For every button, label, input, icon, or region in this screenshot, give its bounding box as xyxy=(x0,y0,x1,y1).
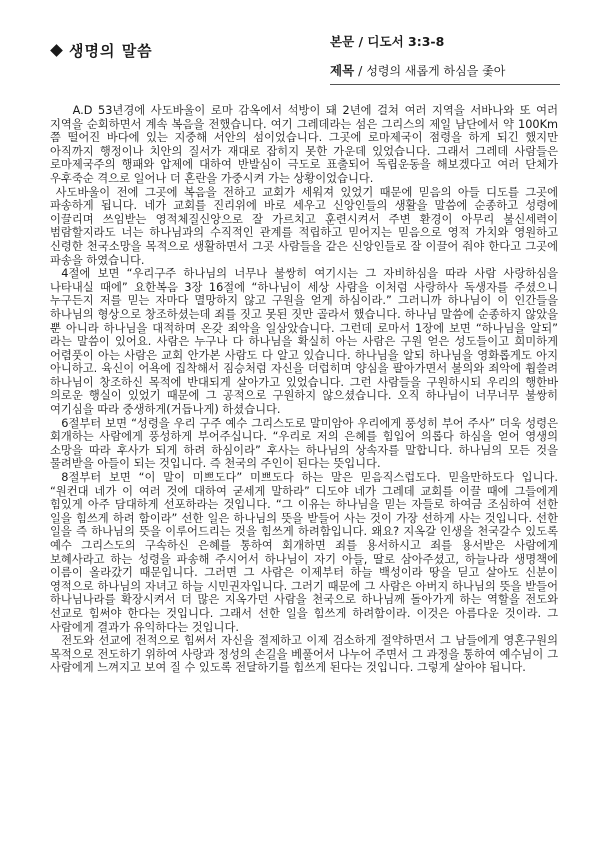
topic-label: 제목 xyxy=(330,63,355,78)
sermon-header xyxy=(48,28,560,88)
topic-line xyxy=(330,61,505,79)
paragraph: 전도와 선교에 전적으로 힘써서 자신을 절제하고 이제 검소하게 절약하면서 그 남들에게 영혼구원의 목적으로 전도하기 위하여 사랑과 정성의 손길을 베풀어서 나누어 주면서 그 과정을 통하여 예수님이 그 사람에게 느껴지고 보여 질 수 있도록 전달하기를 힘쓰게 된다는 것입니다. 그렇게 살아야 됩니다. xyxy=(50,634,558,675)
diamond-bullet-icon xyxy=(50,44,63,57)
paragraph: A.D 53년경에 사도바울이 로마 감옥에서 석방이 돼 2년에 걸쳐 여러 지역을 서바나와 또 여러 지역을 순회하면서 계속 복음을 전했습니다. 여기 그레데라는 섬은 그리스의 제일 남단에서 약 100Km 쯤 떨어진 바다에 있는 지중해 서안의 섬이었습니다. 그곳에 로마제국이 점령을 하게 되긴 했지만 아직까지 행정이나 치안의 질서가 재대로 잡히지 못한 가운데 있었습니다. 그래서 그레데 사람들은 로마제국주의 행패와 압제에 대하여 반발심이 극도로 표출되어 독립운동을 해보겠다고 여러 단체가 우후죽순 격으로 일어나 더 혼란을 가중시켜 가는 상황이었습니다. xyxy=(50,104,558,185)
topic-text: 성령의 새롭게 하심을 좇아 xyxy=(366,64,506,78)
paragraph: 8절부터 보면 “이 말이 미쁘도다” 미쁘도다 하는 말은 믿음직스럽도다. 믿을만하도다 입니다. “원컨대 네가 이 여러 것에 대하여 굳세게 말하라” 디도야 네가 그레데 교회를 이끌 때에 그들에게 힘있게 아주 담대하게 선포하라는 것입니다. “그 이유는 하나님을 믿는 자들로 하여금 조심하여 선한 일을 힘쓰게 하려 함이라” 선한 일은 하나님의 뜻을 받들어 사는 것이 가장 선하게 사는 것입니다. 선한 일을 즉 하나님의 뜻을 이루어드리는 것을 힘쓰게 하려함입니다. 왜요? 지옥갈 인생을 천국갈수 있도록 예수 그리스도의 구속하신 은혜를 통하여 회개하면 죄를 용서하시고 죄를 용서받은 사람에게 보혜사라고 하는 성령을 파송해 주시어서 하나님이 자기 아들, 딸로 삼아주셨고, 하늘나라 생명책에 이름이 올라갔기 때문입니다. 그러면 그 사람은 이제부터 하늘 백성이라 땅을 딛고 살아도 신분이 영적으로 하나님의 자녀고 하늘 시민권자입니다. 그러기 때문에 그 사람은 아버지 하나님의 뜻을 받들어 하나님나라를 확장시켜서 더 많은 지옥가던 사람을 천국으로 하나님께 돌아가게 하는 역할을 전도와 선교로 힘써야 한다는 것입니다. 그래서 선한 일을 힘쓰게 하려함이라. 이것은 아름다운 것이라. 그 사람에게 결과가 유익하다는 것입니다. xyxy=(50,471,558,634)
paragraph: 4절에 보면 “우리구주 하나님의 너무나 불쌍히 여기시는 그 자비하심을 따라 사람 사랑하심을 나타내실 때에” 요한복음 3장 16절에 “하나님이 세상 사람을 이처럼 사랑하사 독생자를 주셨으니 누구든지 저를 믿는 자마다 멸망하지 않고 구원을 얻게 하심이라.” 그러니까 하나님이 이 인간들을 하나님의 형상으로 창조하셨는데 죄를 짓고 못된 짓만 골라서 했습니다. 하나님 말씀에 순종하지 않았을 뿐 아니라 하나님을 대적하며 온갖 죄악을 일삼았습니다. 그런데 로마서 1장에 보면 “하나님을 알되” 라는 말씀이 있어요. 사람은 누구나 다 하나님을 확실히 아는 사람은 구원 얻은 성도들이고 희미하게 어렴풋이 아는 사람은 교회 안가본 사람도 다 알고 있습니다. 하나님을 알되 하나님을 영화롭게도 아지 아니하고. 육신이 어욕에 집착해서 짐승처럼 자신을 더럽히며 양심을 팔아가면서 불의와 죄악에 휩쓸려 하나님이 창조하신 목적에 반대되게 살아가고 있었습니다. 그런 사람들을 구원하시되 우리의 행한바 의로운 행실이 있었기 때문에 그 공적으로 구원하지 않으셨습니다. 오직 하나님이 너무너무 불쌍히 여기심을 따라 중생하게(거듭나게) 하셨습니다. xyxy=(50,267,558,417)
paragraph: 6절부터 보면 “성령을 우리 구주 예수 그리스도로 말미암아 우리에게 풍성히 부어 주사” 더욱 성령은 회개하는 사람에게 풍성하게 부어주십니다. “우리로 저의 은혜를 힘입어 의롭다 하심을 얻어 영생의 소망을 따라 후사가 되게 하려 하심이라” 후사는 하나님의 상속자를 말합니다. 하나님의 모든 것을 물려받을 아들이 되는 것입니다. 즉 천국의 주인이 된다는 뜻입니다. xyxy=(50,416,558,471)
header-divider xyxy=(330,84,560,85)
paragraph: 사도바울이 전에 그곳에 복음을 전하고 교회가 세워져 있었기 때문에 믿음의 아들 디도를 그곳에 파송하게 됩니다. 네가 교회를 진리위에 바로 세우고 신앙인들의 생활을 말씀에 순종하고 성령에 이끌리며 쓰임받는 영적체질신앙으로 잘 가르치고 훈련시켜서 주변 환경이 아무리 불신세력이 범람할지라도 너는 하나님과의 수직적인 관계를 적립하고 믿어지는 믿음으로 영적 가치와 영원하고 신령한 천국소망을 목적으로 생활하면서 그곳 사람들을 같은 신앙인들로 잘 이끌어 줘야 한다고 그곳에 파송을 하였습니다. xyxy=(50,185,558,267)
sermon-body xyxy=(50,104,558,675)
page-title: 생명의 말씀 xyxy=(69,42,153,60)
scripture-reference: 본문 / 디도서 3:3-8 xyxy=(330,34,445,49)
title-block xyxy=(48,40,153,61)
topic-separator: / xyxy=(354,63,367,78)
